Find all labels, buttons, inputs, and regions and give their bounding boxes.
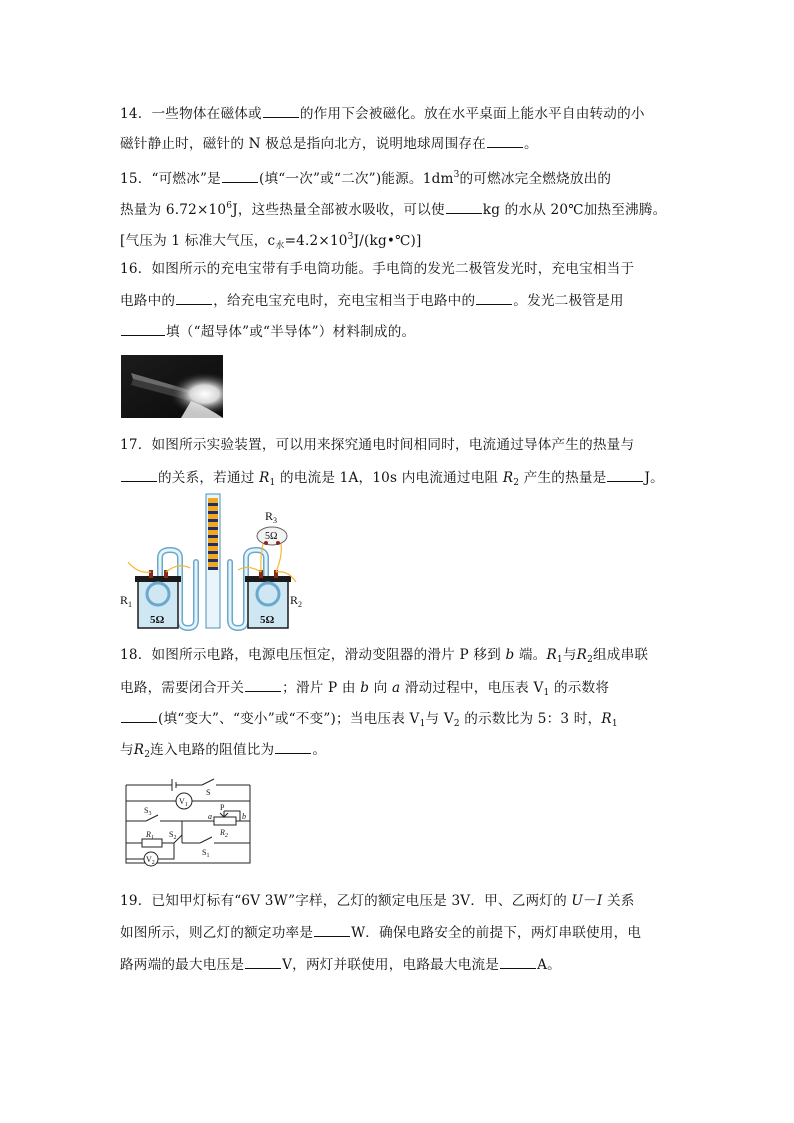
text: 17．如图所示实验装置，可以用来探究通电时间相同时，电流通过导体产生的热量与 xyxy=(120,437,635,453)
label-r1: R xyxy=(120,593,129,607)
label-r2: R xyxy=(220,828,225,837)
svg-text:R1 xyxy=(120,593,132,609)
text: b xyxy=(360,680,370,696)
q17-line-2 xyxy=(120,467,664,493)
text: 的关系，若通过 xyxy=(158,470,260,486)
q14-line-1 xyxy=(120,103,645,124)
text: 与 xyxy=(120,742,134,758)
text: 填（“超导体”或“半导体”）材料制成的。 xyxy=(166,324,416,340)
text: 电路中的 xyxy=(120,293,176,309)
label-r2-sub: 2 xyxy=(224,833,228,839)
text: J/(kg•℃)] xyxy=(353,233,422,249)
answer-blank[interactable] xyxy=(121,467,157,482)
text: R xyxy=(259,470,270,486)
label-r3-sub: 3 xyxy=(273,516,278,525)
text: 。 xyxy=(312,742,327,758)
text: V，两灯并联使用，电路最大电流是 xyxy=(282,957,500,973)
q16-line-2 xyxy=(120,290,624,311)
q19-line-1 xyxy=(120,891,635,911)
label-s2: S xyxy=(169,830,174,839)
q15-line-1 xyxy=(120,165,611,189)
subscript: 2 xyxy=(513,478,520,488)
svg-text:R2 xyxy=(290,593,302,609)
text: kg 的水从 20℃加热至沸腾。 xyxy=(482,202,667,218)
text: b xyxy=(505,647,515,663)
label-s3: S xyxy=(144,806,149,815)
label-r1-sub: 1 xyxy=(128,600,133,609)
text: 连入电路的阻值比为 xyxy=(150,742,275,758)
text: =4.2×10 xyxy=(284,233,348,249)
label-s: S xyxy=(206,788,211,797)
power-bank-flashlight-photo xyxy=(121,355,223,418)
text: J，这些热量全部被水吸收，可以使 xyxy=(232,202,445,218)
text: 14．一些物体在磁体或 xyxy=(120,106,262,122)
subscript: 水 xyxy=(275,241,285,251)
q18-line-4 xyxy=(120,739,326,765)
text: I xyxy=(596,893,603,909)
answer-blank[interactable] xyxy=(607,467,643,482)
q15-line-3 xyxy=(120,227,422,256)
answer-blank[interactable] xyxy=(121,321,165,336)
q14-line-2 xyxy=(120,133,538,154)
q15-line-2 xyxy=(120,196,666,220)
q19-line-2 xyxy=(120,922,641,943)
text: 的示数将 xyxy=(549,680,610,696)
text: 向 xyxy=(369,680,392,696)
text: 端。 xyxy=(514,647,547,663)
answer-blank[interactable] xyxy=(263,103,299,118)
q16-line-1 xyxy=(120,259,634,279)
label-left-resistance: 5Ω xyxy=(150,614,165,626)
text: 与 xyxy=(562,647,577,663)
superscript: 6 xyxy=(226,201,233,211)
subscript: 2 xyxy=(453,719,460,729)
label-s2-sub: 2 xyxy=(173,835,177,841)
text: 关系 xyxy=(602,893,635,909)
label-b: b xyxy=(242,812,246,821)
subscript: 2 xyxy=(144,750,151,760)
answer-blank[interactable] xyxy=(245,677,281,692)
text: 的作用下会被磁化。放在水平桌面上能水平自由转动的小 xyxy=(299,106,645,122)
answer-blank[interactable] xyxy=(176,290,212,305)
text: 。 xyxy=(523,136,538,152)
text: 15．“可燃冰”是 xyxy=(120,171,221,187)
text: R xyxy=(576,647,588,663)
svg-text:S2 xyxy=(169,830,176,841)
label-r2: R xyxy=(290,593,299,607)
text: a xyxy=(392,680,401,696)
text: 18．如图所示电路，电源电压恒定，滑动变阻器的滑片 P 移到 xyxy=(120,647,506,663)
svg-text:S3 xyxy=(144,806,151,817)
q17-line-1 xyxy=(120,435,634,455)
text: 的示数比为 5：3 时， xyxy=(459,711,602,727)
svg-text:S1 xyxy=(202,848,209,859)
q18-line-1 xyxy=(120,645,648,670)
text: J。 xyxy=(644,470,664,486)
label-s1-sub: 1 xyxy=(206,853,210,859)
subscript: 1 xyxy=(543,688,550,698)
text: 16．如图所示的充电宝带有手电筒功能。手电筒的发光二极管发光时，充电宝相当于 xyxy=(120,261,635,277)
superscript: 3 xyxy=(347,232,354,242)
text: [气压为 1 标准大气压，c xyxy=(120,233,276,249)
series-circuit-diagram xyxy=(120,775,255,870)
subscript: 1 xyxy=(419,719,426,729)
text: ，给充电宝充电时，充电宝相当于电路中的 xyxy=(213,293,476,309)
text: (填“一次”或“二次”)能源。1dm xyxy=(258,171,454,187)
text: 产生的热量是 xyxy=(519,470,607,486)
text: 电路，需要闭合开关 xyxy=(120,680,245,696)
label-r3-value: 5Ω xyxy=(265,531,278,542)
svg-text:R2 xyxy=(219,828,228,839)
answer-blank[interactable] xyxy=(476,290,512,305)
q16-line-3 xyxy=(120,321,415,342)
label-v2-sub: 2 xyxy=(151,860,155,866)
text: 磁针静止时，磁针的 N 极总是指向北方，说明地球周围存在 xyxy=(120,136,486,152)
label-r1: R xyxy=(146,830,151,839)
text: 。发光二极管是用 xyxy=(513,293,624,309)
text: 滑动过程中，电压表 V xyxy=(400,680,544,696)
text: W．确保电路安全的前提下，两灯串联使用，电 xyxy=(351,925,642,941)
label-a: a xyxy=(208,812,212,821)
text: R xyxy=(546,647,557,663)
text: 组成串联 xyxy=(593,647,649,663)
label-v1-sub: 1 xyxy=(184,802,188,808)
label-v2: V xyxy=(146,855,152,864)
answer-blank[interactable] xyxy=(314,922,350,937)
label-s3-sub: 3 xyxy=(148,811,152,817)
text: 与 V xyxy=(425,711,454,727)
answer-blank[interactable] xyxy=(121,708,157,723)
text: R xyxy=(502,470,514,486)
subscript: 2 xyxy=(587,655,594,665)
label-r2-sub: 2 xyxy=(298,600,303,609)
label-s1: S xyxy=(202,848,207,857)
answer-blank[interactable] xyxy=(500,954,536,969)
text: 19．已知甲灯标有“6V 3W”字样，乙灯的额定电压是 3V．甲、乙两灯的 xyxy=(120,893,572,909)
text: 热量为 6.72×10 xyxy=(120,202,227,218)
answer-blank[interactable] xyxy=(487,133,523,148)
label-r1-sub: 1 xyxy=(150,835,154,841)
subscript: 1 xyxy=(611,719,618,729)
answer-blank[interactable] xyxy=(222,168,258,183)
answer-blank[interactable] xyxy=(446,199,482,214)
q18-line-2 xyxy=(120,677,609,703)
text: U xyxy=(571,893,584,909)
label-v1: V xyxy=(179,797,185,806)
label-right-resistance: 5Ω xyxy=(260,614,275,626)
subscript: 1 xyxy=(269,478,276,488)
text: 的可燃冰完全燃烧放出的 xyxy=(459,171,612,187)
text: A。 xyxy=(537,957,561,973)
svg-text:R3 xyxy=(265,509,277,525)
text: 如图所示，则乙灯的额定功率是 xyxy=(120,925,314,941)
answer-blank[interactable] xyxy=(245,954,281,969)
q18-line-3 xyxy=(120,708,618,734)
q19-line-3 xyxy=(120,954,561,975)
joule-heating-apparatus-figure xyxy=(118,492,318,632)
label-p: P xyxy=(220,803,225,812)
text: 的电流是 1A，10s 内电流通过电阻 xyxy=(275,470,503,486)
text: (填“变大”、“变小”或“不变”)；当电压表 V xyxy=(158,711,420,727)
subscript: 1 xyxy=(556,655,563,665)
text: R xyxy=(133,742,145,758)
label-r3: R xyxy=(265,509,274,523)
text: 路两端的最大电压是 xyxy=(120,957,245,973)
text: R xyxy=(601,711,612,727)
answer-blank[interactable] xyxy=(275,739,311,754)
text: － xyxy=(583,893,597,909)
superscript: 3 xyxy=(453,170,460,180)
text: ；滑片 P 由 xyxy=(282,680,361,696)
